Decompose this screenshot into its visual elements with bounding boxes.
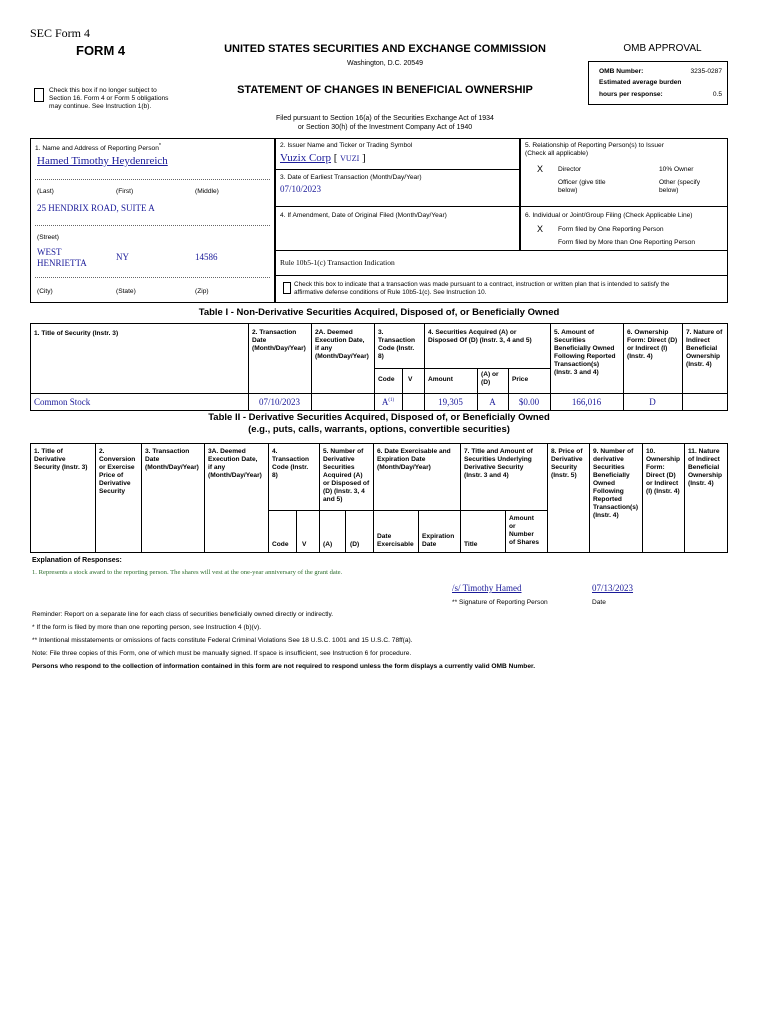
signature-date: 07/13/2023 bbox=[592, 583, 634, 593]
t1-sub-amount: Amount bbox=[428, 376, 453, 383]
table1-title: Table I - Non-Derivative Securities Acquired, Disposed of, or Beneficially Owned bbox=[198, 307, 560, 318]
t2-h-date: 3. Transaction Date (Month/Day/Year) bbox=[145, 448, 199, 471]
t1-row-code: $A^{(1)}$ bbox=[381, 397, 395, 407]
omb-number-label: OMB Number: bbox=[599, 68, 644, 75]
t1-row-title: Common Stock bbox=[34, 397, 91, 407]
omb-box bbox=[588, 61, 728, 105]
t2-h-deemed: 3A. Deemed Execution Date, if any (Month/Day/Year) bbox=[208, 448, 262, 479]
t1-sub-ad: (A) or (D) bbox=[481, 371, 499, 386]
city-label: (City) bbox=[37, 288, 53, 295]
last-label: (Last) bbox=[37, 188, 54, 195]
relationship-box bbox=[520, 138, 728, 207]
more-person-label: Form filed by More than One Reporting Person bbox=[558, 239, 696, 246]
date-label: Date bbox=[592, 599, 606, 606]
t1-h-ownership-form: 6. Ownership Form: Direct (D) or Indirect (I) (Instr. 4) bbox=[627, 329, 678, 360]
t1-sub-code: Code bbox=[378, 376, 395, 383]
t2-sub-exercisable: Date Exercisable bbox=[377, 533, 414, 548]
t1-h-date: 2. Transaction Date (Month/Day/Year) bbox=[252, 329, 306, 352]
issuer-label: 2. Issuer Name and Ticker or Trading Symbol bbox=[280, 142, 413, 149]
t2-h-exercisable: 6. Date Exercisable and Expiration Date (Month/Day/Year) bbox=[377, 448, 451, 471]
rule-10b5-text: Check this box to indicate that a transaction was made pursuant to a contract, instruction or written plan that is intended to satisfy the affirmative defense conditions of Rule 10b5-1(c). See Instruction 10. bbox=[294, 281, 670, 296]
issuer-value: Vuzix Corp [ VUZI ] bbox=[280, 152, 366, 164]
omb-hours-value: 0.5 bbox=[712, 91, 722, 98]
other-label: Other (specify below) bbox=[659, 179, 701, 194]
amendment-label: 4. If Amendment, Date of Original Filed (Month/Day/Year) bbox=[280, 212, 447, 219]
t1-row-price: $0.00 bbox=[518, 397, 540, 407]
issuer-name[interactable]: Vuzix Corp bbox=[280, 152, 331, 164]
reporting-person-label: 1. Name and Address of Reporting Person* bbox=[35, 143, 162, 153]
t2-sub-amount: Amount or Number of Shares bbox=[509, 515, 540, 546]
omb-number-value: 3235-0287 bbox=[690, 68, 722, 75]
filed-pursuant: Filed pursuant to Section 16(a) of the Securities Exchange Act of 1934 or Section 30(h) of the Investment Company Act of 1940 bbox=[276, 115, 494, 131]
t2-sub-v: V bbox=[302, 541, 307, 548]
t1-row-date: 07/10/2023 bbox=[258, 397, 300, 407]
agency-title: UNITED STATES SECURITIES AND EXCHANGE COMMISSION bbox=[224, 43, 546, 55]
rule-10b5-label: Rule 10b5-1(c) Transaction Indication bbox=[280, 258, 395, 267]
omb-burden-label: Estimated average burden bbox=[599, 79, 682, 86]
statement-title: STATEMENT OF CHANGES IN BENEFICIAL OWNERSHIP bbox=[237, 84, 533, 96]
t2-h-form: 10. Ownership Form: Direct (D) or Indirect (I) (Instr. 4) bbox=[646, 448, 681, 495]
explanation-label: Explanation of Responses: bbox=[32, 557, 122, 564]
form-title: FORM 4 bbox=[76, 43, 126, 58]
middle-label: (Middle) bbox=[195, 188, 219, 195]
t2-h-title: 1. Title of Derivative Security (Instr. 3) bbox=[34, 448, 88, 471]
t2-h-code: 4. Transaction Code (Instr. 8) bbox=[272, 448, 310, 479]
zip-value: 14586 bbox=[195, 252, 218, 262]
t2-sub-code: Code bbox=[272, 541, 289, 548]
agency-location: Washington, D.C. 20549 bbox=[346, 60, 423, 67]
section16-checkbox[interactable] bbox=[34, 88, 44, 102]
omb-hours-label: hours per response: bbox=[599, 91, 663, 98]
t1-row-ad: A bbox=[489, 397, 496, 407]
ten-pct-label: 10% Owner bbox=[659, 166, 694, 173]
city-value: WEST HENRIETTA bbox=[37, 247, 87, 268]
t1-h-nature: 7. Nature of Indirect Beneficial Ownership (Instr. 4) bbox=[686, 329, 723, 368]
relationship-label: 5. Relationship of Reporting Person(s) to Issuer (Check all applicable) bbox=[525, 142, 664, 157]
section16-text: Check this box if no longer subject to Section 16. Form 4 or Form 5 obligations may continue. See Instruction 1(b). bbox=[49, 87, 169, 110]
t2-h-owned: 9. Number of derivative Securities Beneficially Owned Following Reported Transaction(s) (Instr. 4) bbox=[593, 448, 639, 519]
signature: /s/ Timothy Hamed bbox=[452, 583, 522, 593]
t2-h-underlying: 7. Title and Amount of Securities Underlying Derivative Security (Instr. 3 and 4) bbox=[464, 448, 533, 479]
filing-type-box bbox=[520, 206, 728, 251]
state-label: (State) bbox=[116, 288, 136, 295]
zip-label: (Zip) bbox=[195, 288, 209, 295]
t2-h-number: 5. Number of Derivative Securities Acquired (A) or Disposed of (D) (Instr. 3, 4 and 5) bbox=[323, 448, 370, 503]
t1-sub-v: V bbox=[408, 376, 413, 383]
first-label: (First) bbox=[116, 188, 134, 195]
t1-row-amount: 19,305 bbox=[438, 397, 463, 407]
reporting-person-name[interactable]: Hamed Timothy Heydenreich bbox=[37, 155, 168, 167]
t1-h-securities: 4. Securities Acquired (A) or Disposed Of (D) (Instr. 3, 4 and 5) bbox=[428, 329, 532, 344]
table2-title: Table II - Derivative Securities Acquired, Disposed of, or Beneficially Owned (e.g., puts, calls, warrants, options, convertible securities) bbox=[208, 412, 550, 435]
issuer-ticker: VUZI bbox=[340, 154, 360, 163]
state-value: NY bbox=[116, 252, 129, 262]
issuer-box bbox=[275, 138, 520, 170]
street-value: 25 HENDRIX ROAD, SUITE A bbox=[37, 203, 155, 213]
t1-h-code: 3. Transaction Code (Instr. 8) bbox=[378, 329, 416, 360]
note-double-star: ** Intentional misstatements or omissions of facts constitute Federal Criminal Violations See 18 U.S.C. 1001 and 15 U.S.C. 78ff(a). bbox=[32, 637, 413, 644]
t2-h-price: 8. Price of Derivative Security (Instr. 5) bbox=[551, 448, 583, 479]
director-mark[interactable]: X bbox=[537, 164, 544, 174]
t2-sub-expiration: Expiration Date bbox=[422, 533, 455, 548]
t2-h-conversion: 2. Conversion or Exercise Price of Derivative Security bbox=[99, 448, 136, 495]
t1-h-amount-owned: 5. Amount of Securities Beneficially Owned Following Reported Transaction(s) (Instr. 3 and 4) bbox=[554, 329, 616, 376]
street-label: (Street) bbox=[37, 234, 59, 241]
persons-notice: Persons who respond to the collection of information contained in this form are not required to respond unless the form displays a currently valid OMB Number. bbox=[32, 663, 536, 670]
t1-row-form: D bbox=[649, 397, 656, 407]
t2-sub-title: Title bbox=[464, 541, 478, 548]
note-star: * If the form is filed by more than one reporting person, see Instruction 4 (b)(v). bbox=[32, 624, 262, 631]
earliest-transaction-label: 3. Date of Earliest Transaction (Month/Day/Year) bbox=[280, 174, 422, 181]
t2-h-nature: 11. Nature of Indirect Beneficial Ownership (Instr. 4) bbox=[688, 448, 723, 487]
signature-label: ** Signature of Reporting Person bbox=[452, 599, 548, 606]
reporting-person-box bbox=[30, 138, 275, 303]
sec-form-label: SEC Form 4 bbox=[30, 26, 91, 40]
rule-10b5-box bbox=[275, 250, 728, 303]
t1-row-owned: 166,016 bbox=[571, 397, 602, 407]
director-label: Director bbox=[558, 166, 582, 173]
filing-type-label: 6. Individual or Joint/Group Filing (Check Applicable Line) bbox=[525, 212, 693, 219]
note-copies: Note: File three copies of this Form, one of which must be manually signed. If space is insufficient, see Instruction 6 for procedure. bbox=[32, 650, 412, 657]
t2-sub-d: (D) bbox=[350, 541, 360, 548]
officer-label: Officer (give title below) bbox=[558, 179, 606, 194]
explanation-note-1: 1. Represents a stock award to the reporting person. The shares will vest at the one-year anniversary of the grant date. bbox=[32, 569, 343, 576]
one-person-mark[interactable]: X bbox=[537, 224, 544, 234]
earliest-transaction-date: 07/10/2023 bbox=[280, 184, 322, 194]
earliest-transaction-box bbox=[275, 169, 520, 207]
amendment-box bbox=[275, 206, 520, 251]
omb-approval-title: OMB APPROVAL bbox=[623, 43, 702, 54]
one-person-label: Form filed by One Reporting Person bbox=[558, 226, 664, 233]
t1-sub-price: Price bbox=[512, 376, 529, 383]
reminder-text: Reminder: Report on a separate line for each class of securities beneficially owned directly or indirectly. bbox=[32, 611, 334, 618]
t1-h-title: 1. Title of Security (Instr. 3) bbox=[34, 330, 119, 337]
t2-sub-a: (A) bbox=[323, 541, 333, 548]
t1-h-deemed: 2A. Deemed Execution Date, if any (Month/Day/Year) bbox=[315, 329, 369, 360]
rule-10b5-checkbox[interactable] bbox=[283, 282, 291, 294]
